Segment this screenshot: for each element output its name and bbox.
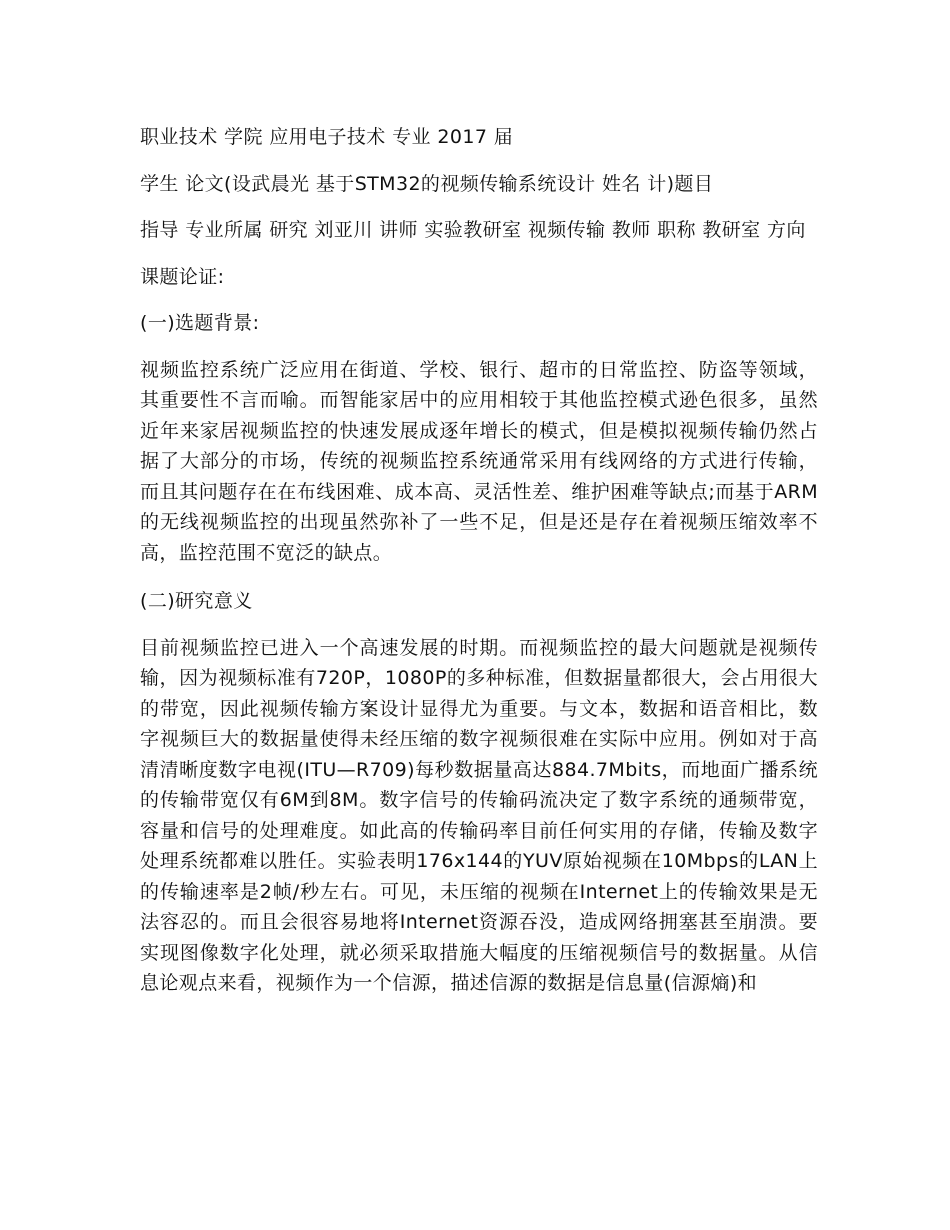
background-heading: (一)选题背景:: [140, 312, 260, 334]
background-paragraph: 视频监控系统广泛应用在街道、学校、银行、超市的日常监控、防盗等领域，其重要性不言而喻。而智能家居中的应用相较于其他监控模式逊色很多，虽然近年来家居视频监控的快速发展成逐年增长的模式，但是模拟视频传输仍然占据了大部分的市场，传统的视频监控系统通常采用有线网络的方式进行传输，而且其问题存在在布线困难、成本高、灵活性差、维护困难等缺点;而基于ARM的无线视频监控的出现虽然弥补了一些不足，但是还是存在着视频压缩效率不高，监控范围不宽泛的缺点。: [140, 358, 818, 564]
header-line-title: 学生 论文(设武晨光 基于STM32的视频传输系统设计 姓名 计)题目: [140, 172, 714, 195]
document-body: [140, 122, 818, 1017]
header-line-advisor: 指导 专业所属 研究 刘亚川 讲师 实验教研室 视频传输 教师 职称 教研室 方向: [140, 219, 806, 241]
header-line-college: 职业技术 学院 应用电子技术 专业 2017 届: [140, 126, 514, 148]
section-title: 课题论证:: [140, 265, 225, 288]
significance-heading: (二)研究意义: [140, 590, 253, 612]
significance-paragraph: 目前视频监控已进入一个高速发展的时期。而视频监控的最大问题就是视频传输，因为视频标准有720P，1080P的多种标准，但数据量都很大，会占用很大的带宽，因此视频传输方案设计显得尤为重要。与文本，数据和语音相比，数字视频巨大的数据量使得未经压缩的数字视频很难在实际中应用。例如对于高清清晰度数字电视(ITU—R709)每秒数据量高达884.7Mbits，而地面广播系统的传输带宽仅有6M到8M。数字信号的传输码流决定了数字系统的通频带宽，容量和信号的处理难度。如此高的传输码率目前任何实用的存储，传输及数字处理系统都难以胜任。实验表明176x144的YUV原始视频在10Mbps的LAN上的传输速率是2帧/秒左右。可见，未压缩的视频在Internet上的传输效果是无法容忍的。而且会很容易地将Internet资源吞没，造成网络拥塞甚至崩溃。要实现图像数字化处理，就必须采取措施大幅度的压缩视频信号的数据量。从信息论观点来看，视频作为一个信源，描述信源的数据是信息量(信源熵)和: [140, 636, 818, 994]
